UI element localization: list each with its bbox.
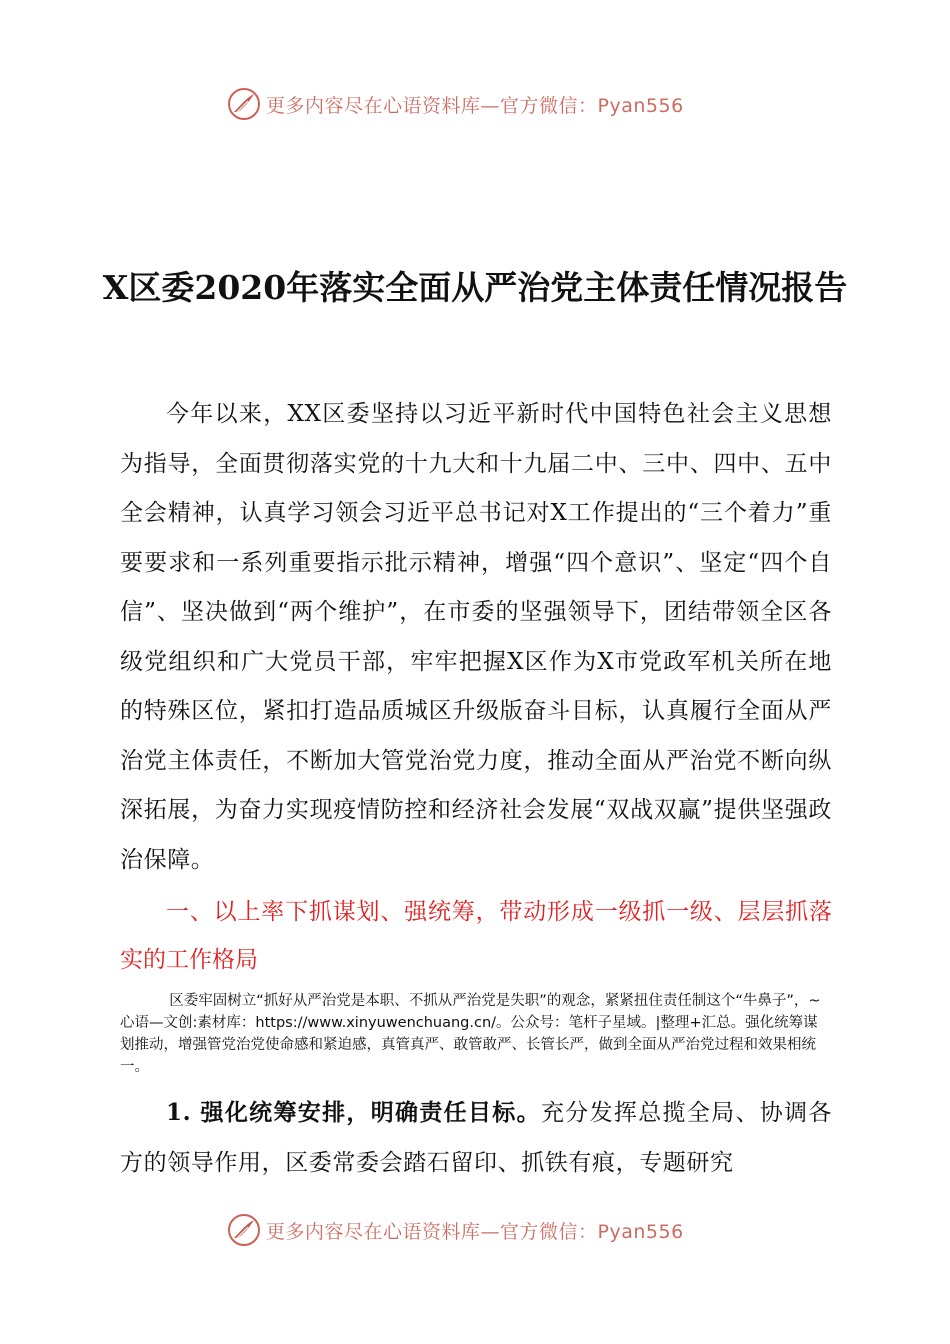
- watermark-label: 更多内容尽在心语资料库—官方微信：: [266, 94, 598, 117]
- item-label: 1. 强化统筹安排，明确责任目标。: [166, 1099, 541, 1126]
- document-title: X区委2020年落实全面从严治党主体责任情况报告: [102, 268, 848, 307]
- watermark-text: [266, 91, 684, 118]
- watermark-wechat-id: Pyan556: [597, 94, 684, 117]
- watermark-text: [266, 1217, 684, 1244]
- quill-logo-icon: [226, 86, 262, 122]
- section-paragraph: 区委牢固树立“抓好从严治党是本职、不抓从严治党是失职”的观念，紧紧扭住责任制这个“牛鼻子”，~心语—文创:素材库：https://www.xinyuwenchuang.cn/。公众号：笔杆子星域。|整理+汇总。强化统筹谋划推动，增强管党治党使命感和紧迫感，真管真严、敢管敢严、长管长严，做到全面从严治党过程和效果相统一。: [120, 993, 821, 1075]
- item-text: 充分发挥总揽全局、协调各方的领导作用，区委常委会踏石留印、抓铁有痕，专题研究: [120, 1100, 832, 1176]
- item-paragraph: [120, 1088, 832, 1188]
- section-heading: 一、以上率下抓谋划、强统筹，带动形成一级抓一级、层层抓落实的工作格局: [120, 899, 832, 973]
- watermark-header: [226, 84, 726, 124]
- watermark-footer: [226, 1210, 726, 1250]
- quill-logo-icon: [226, 1212, 262, 1248]
- intro-paragraph: 今年以来，XX区委坚持以习近平新时代中国特色社会主义思想为指导，全面贯彻落实党的十九大和十九届二中、三中、四中、五中全会精神，认真学习领会习近平总书记对X工作提出的“三个着力”重要要求和一系列重要指示批示精神，增强“四个意识”、坚定“四个自信”、坚决做到“两个维护”，在市委的坚强领导下，团结带领全区各级党组织和广大党员干部，牢牢把握X区作为X市党政军机关所在地的特殊区位，紧扣打造品质城区升级版奋斗目标，认真履行全面从严治党主体责任，不断加大管党治党力度，推动全面从严治党不断向纵深拓展，为奋力实现疫情防控和经济社会发展“双战双赢”提供坚强政治保障。: [120, 401, 832, 873]
- watermark-wechat-id: Pyan556: [597, 1220, 684, 1243]
- watermark-label: 更多内容尽在心语资料库—官方微信：: [266, 1220, 598, 1243]
